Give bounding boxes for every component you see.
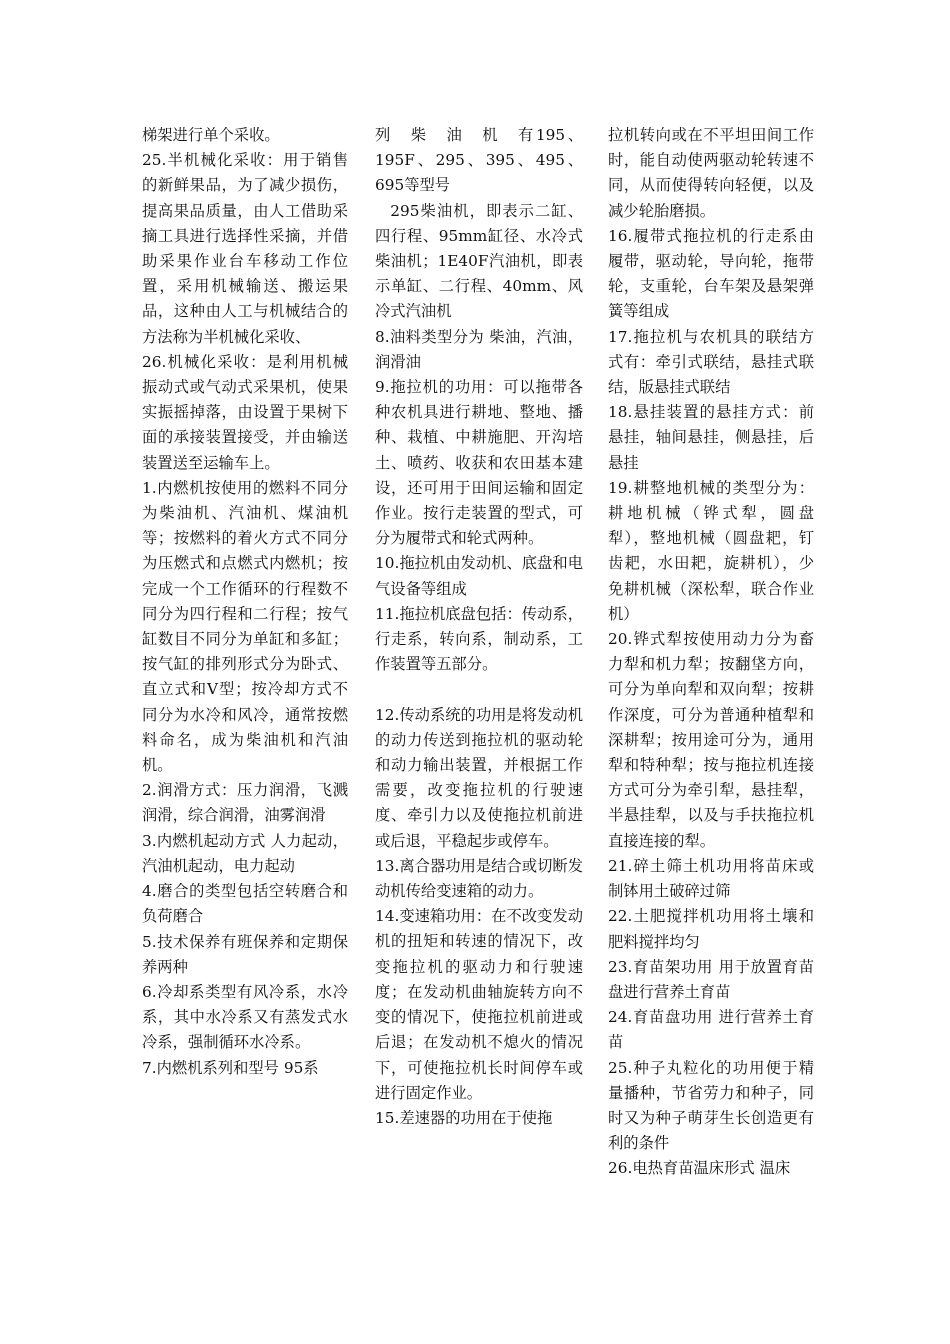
paragraph: 26.机械化采收：是利用机械振动式或气动式采果机，使果实振摇掉落，由设置于果树下面的承接装置接受，并由输送装置送至运输车上。 (142, 352, 348, 472)
text-column-2 (375, 123, 583, 1131)
paragraph: 14.变速箱功用：在不改变发动机的扭矩和转速的情况下，改变拖拉机的驱动力和行驶速度；在发动机曲轴旋转方向不变的情况下，使拖拉机前进或后退；在发动机不熄火的情况下，可使拖拉机长时间停车或进行固定作业。 (375, 907, 583, 1102)
paragraph: 19.耕整地机械的类型分为：耕地机械（铧式犁，圆盘犁），整地机械（圆盘耙，钉齿耙，水田耙，旋耕机），少免耕机械（深松犁，联合作业机） (608, 478, 814, 623)
paragraph: 23.育苗架功用 用于放置育苗盘进行营养土育苗 (608, 957, 814, 1001)
paragraph: 5.技术保养有班保养和定期保养两种 (142, 932, 348, 976)
paragraph: 15.差速器的功用在于使拖 (375, 1108, 553, 1127)
paragraph: 18.悬挂装置的悬挂方式：前悬挂，轴间悬挂，侧悬挂，后悬挂 (608, 403, 814, 472)
paragraph: 25.半机械化采收：用于销售的新鲜果品，为了减少损伤，提高果品质量，由人工借助采摘工具进行选择性采摘，并借助采果作业台车移动工作位置，采用机械输送、搬运果品，这种由人工与机械结合的方法称为半机械化采收、 (142, 151, 348, 346)
paragraph: 22.土肥搅拌机功用将土壤和肥料搅拌均匀 (608, 907, 814, 951)
paragraph: 3.内燃机起动方式 人力起动，汽油机起动，电力起动 (142, 831, 348, 875)
paragraph: 4.磨合的类型包括空转磨合和负荷磨合 (142, 882, 348, 926)
paragraph: 13.离合器功用是结合或切断发动机传给变速箱的动力。 (375, 856, 583, 901)
paragraph: 20.铧式犁按使用动力分为畜力犁和机力犁；按翻垡方向，可分为单向犁和双向犁；按耕作深度，可分为普通种植犁和深耕犁；按用途可分为，通用犁和特种犁；按与拖拉机连接方式可分为牵引犁，悬挂犁，半悬挂犁，以及与手扶拖拉机直接连接的犁。 (608, 630, 814, 850)
paragraph: 9.拖拉机的功用：可以拖带各种农机具进行耕地、整地、播种、栽植、中耕施肥、开沟培土、喷药、收获和农田基本建设，还可用于田间运输和固定作业。按行走装置的型式，可分为履带式和轮式两种。 (375, 378, 583, 548)
paragraph: 8.油料类型分为 柴油，汽油，润滑油 (375, 327, 583, 371)
paragraph: 2.润滑方式：压力润滑，飞溅润滑，综合润滑，油雾润滑 (142, 781, 348, 825)
paragraph: 11.拖拉机底盘包括：传动系，行走系，转向系，制动系，工作装置等五部分。 (375, 604, 583, 674)
paragraph: 6.冷却系类型有风冷系，水冷系，其中水冷系又有蒸发式水冷系，强制循环水冷系。 (142, 982, 348, 1052)
paragraph: 24.育苗盘功用 进行营养土育苗 (608, 1008, 814, 1052)
paragraph: 10.拖拉机由发动机、底盘和电气设备等组成 (375, 554, 583, 598)
paragraph: 12.传动系统的功用是将发动机的动力传送到拖拉机的驱动轮和动力输出装置，并根据工作需要，改变拖拉机的行驶速度、牵引力以及使拖拉机前进或后退，平稳起步或停车。 (375, 705, 583, 850)
paragraph: 拉机转向或在不平坦田间工作时，能自动使两驱动轮转速不同，从而使得转向轻便，以及减少轮胎磨损。 (608, 126, 814, 220)
paragraph: 梯架进行单个采收。 (142, 126, 280, 144)
paragraph: 1.内燃机按使用的燃料不同分为柴油机、汽油机、煤油机等；按燃料的着火方式不同分为压燃式和点燃式内燃机；按完成一个工作循环的行程数不同分为四行程和二行程；按气缸数目不同分为单缸和多缸；按气缸的排列形式分为卧式、直立式和V型；按冷却方式不同分为水冷和风冷，通常按燃料命名，成为柴油机和汽油机。 (142, 478, 348, 775)
paragraph: 26.电热育苗温床形式 温床 (608, 1159, 791, 1178)
text-column-1 (142, 123, 348, 1081)
paragraph: 21.碎土筛土机功用将苗床或制钵用土破碎过筛 (608, 856, 814, 901)
paragraph: 7.内燃机系列和型号 95系 (142, 1058, 319, 1077)
paragraph: 16.履带式拖拉机的行走系由履带，驱动轮，导向轮，拖带轮，支重轮，台车架及悬架弹簧等组成 (608, 226, 814, 321)
blank-line (375, 677, 583, 702)
paragraph: 25.种子丸粒化的功用便于精量播种，节省劳力和种子，同时又为种子萌芽生长创造更有利的条件 (608, 1058, 814, 1153)
paragraph: 295柴油机，即表示二缸、四行程、95mm缸径、水冷式柴油机；1E40F汽油机，即表示单缸、二行程、40mm、风冷式汽油机 (375, 201, 583, 321)
paragraph: 列 柴 油 机 有195、195F、295、395、495、695等型号 (375, 126, 583, 195)
text-column-3 (608, 123, 814, 1182)
paragraph: 17.拖拉机与农机具的联结方式有：牵引式联结，悬挂式联结，版悬挂式联结 (608, 327, 814, 397)
